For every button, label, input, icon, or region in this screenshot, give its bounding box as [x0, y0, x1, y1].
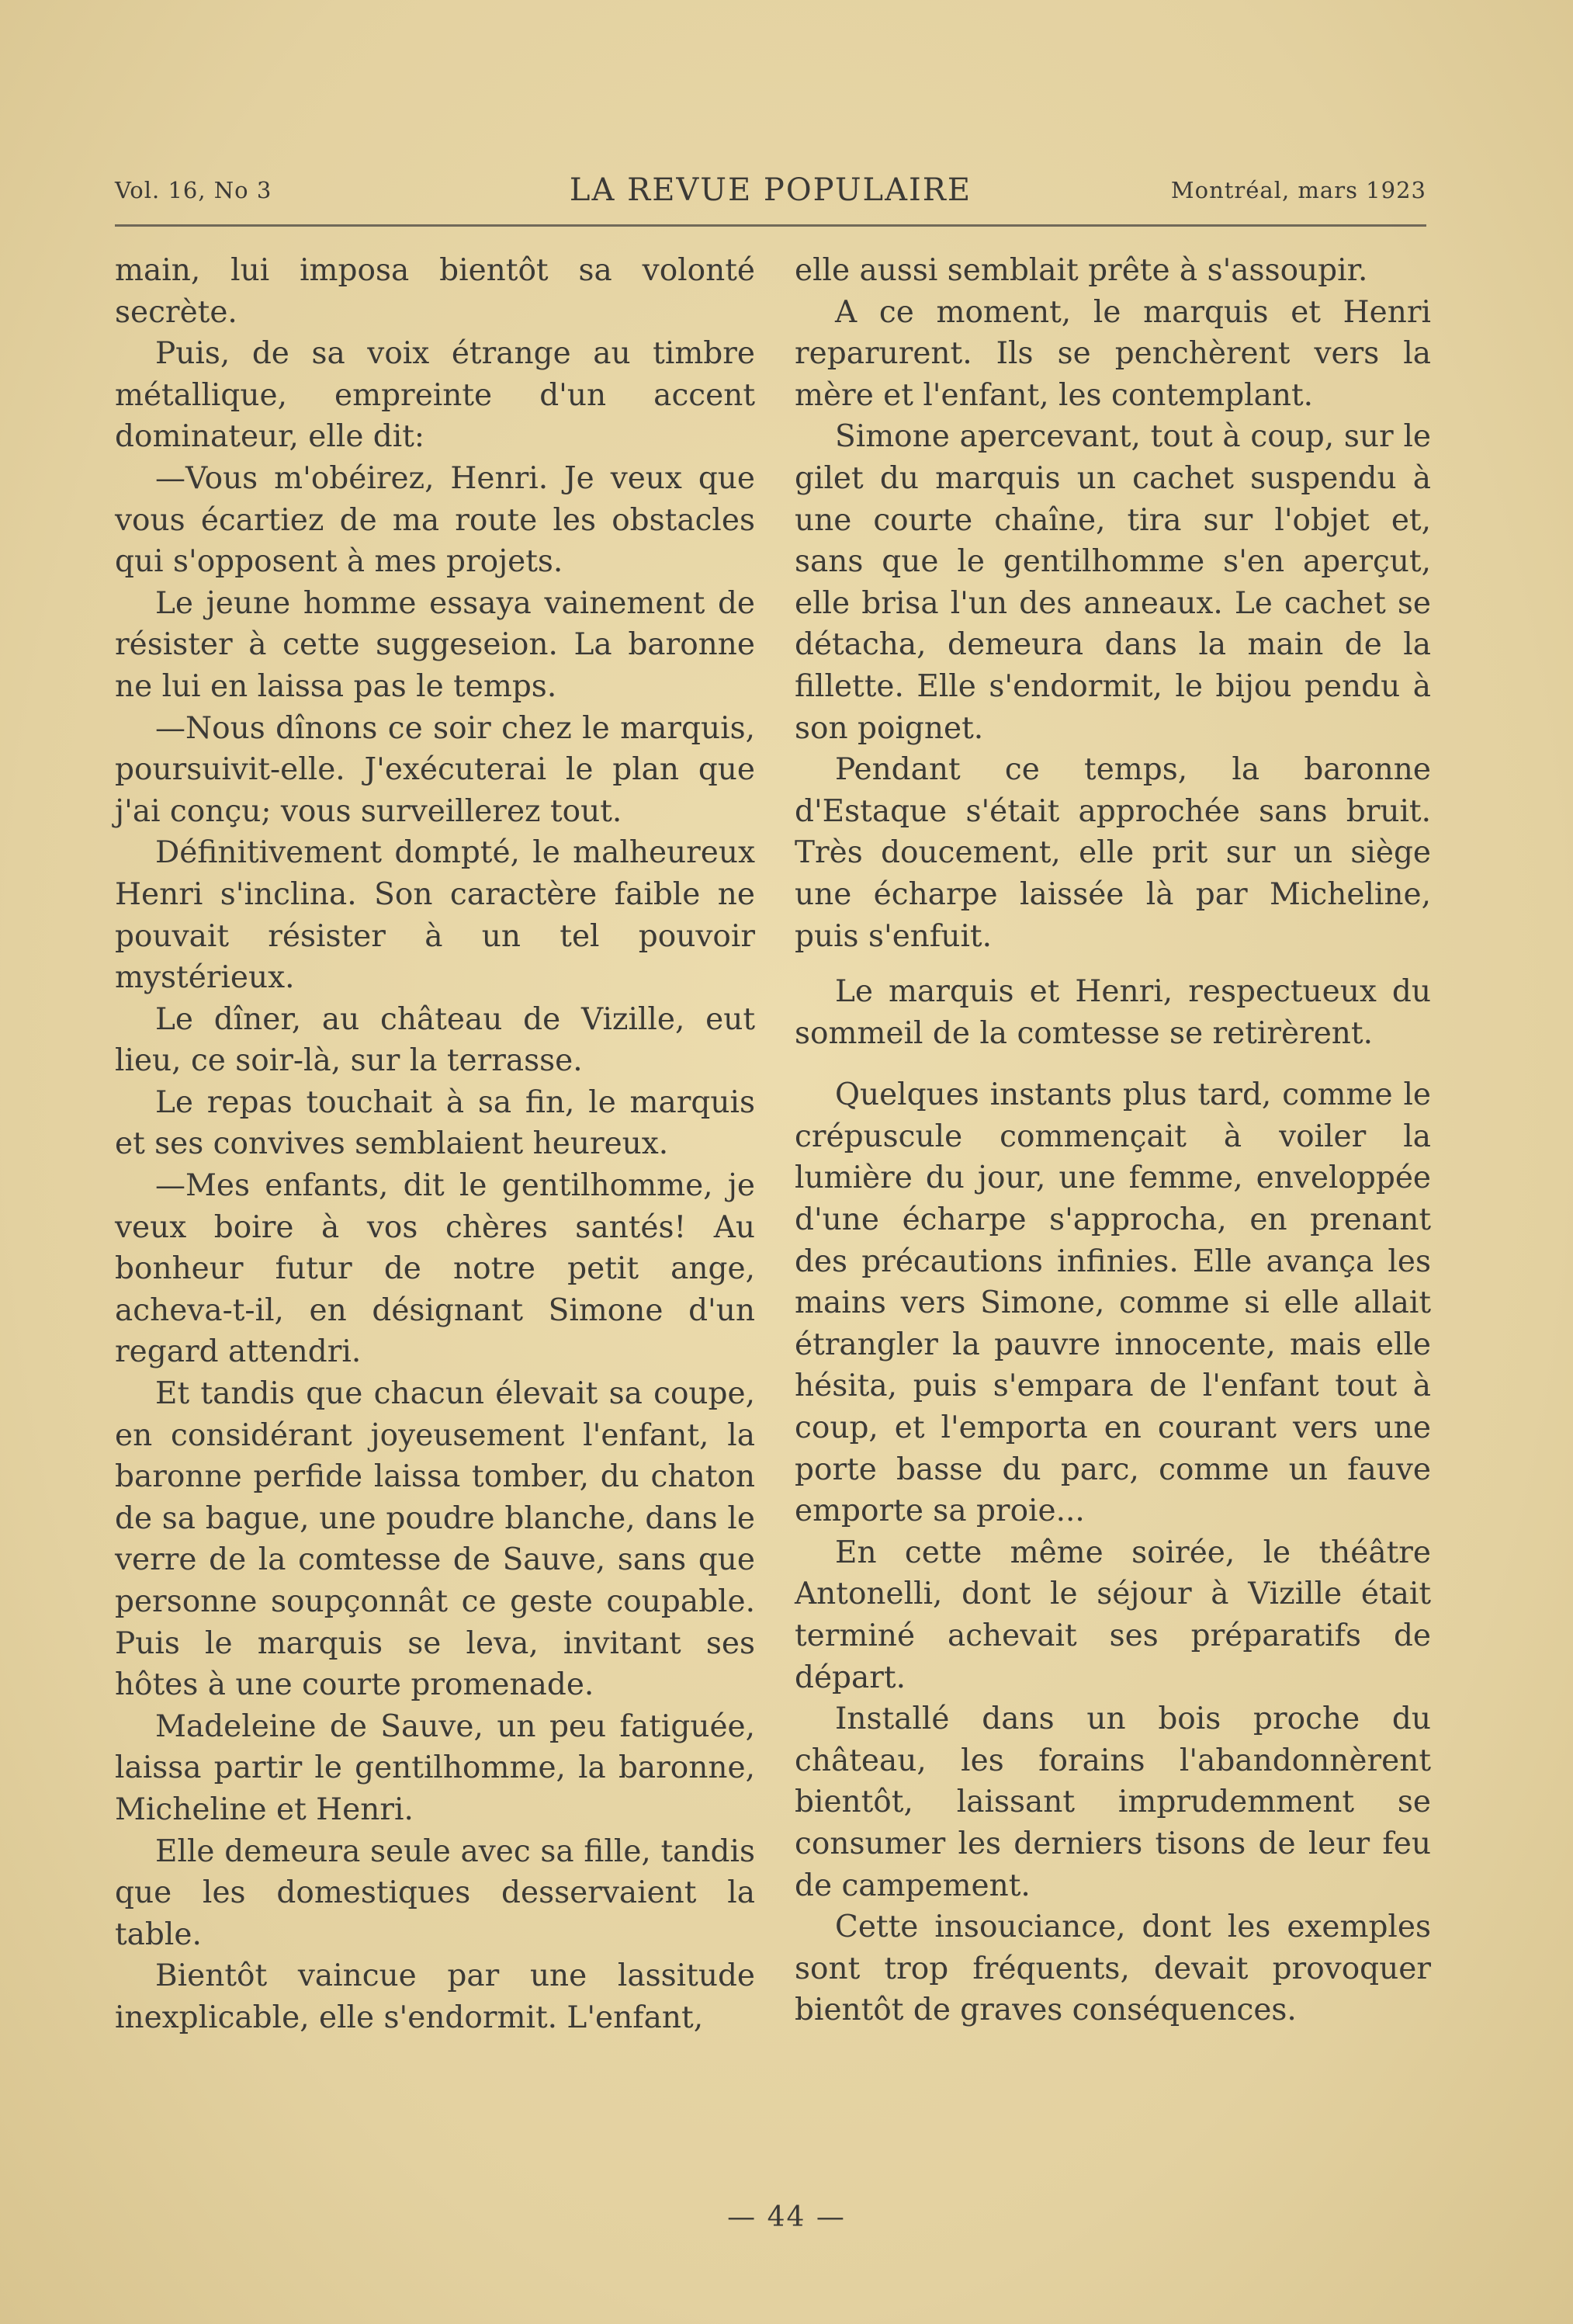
- paragraph: Quelques instants plus tard, comme le crépuscule commençait à voiler la lumière du jour, une femme, enveloppée d'une écharpe s'approcha, en prenant des précautions infinies. Elle avança les mains vers Simone, comme si elle allait étrangler la pauvre innocente, mais elle hésita, puis s'empara de l'enfant tout à coup, et l'emporta en courant vers une porte basse du parc, comme un fauve emporte sa proie...: [795, 1077, 1431, 1529]
- paragraph: Installé dans un bois proche du château, les forains l'abandonnèrent bientôt, laissant imprudemment se consumer les derniers tisons de leur feu de campement.: [795, 1701, 1431, 1903]
- paragraph: Le marquis et Henri, respectueux du sommeil de la comtesse se retirèrent.: [795, 974, 1431, 1051]
- right-column: [795, 250, 1431, 2031]
- paragraph: —Vous m'obéirez, Henri. Je veux que vous écartiez de ma route les obstacles qui s'opposent à mes projets.: [115, 460, 755, 580]
- paragraph: Le jeune homme essaya vainement de résister à cette suggeseion. La baronne ne lui en laissa pas le temps.: [115, 585, 755, 704]
- header-rule: [115, 224, 1426, 227]
- paragraph: Le repas touchait à sa fin, le marquis et ses convives semblaient heureux.: [115, 1084, 755, 1162]
- left-column: [115, 250, 755, 2039]
- volume-number: Vol. 16, No 3: [115, 177, 272, 203]
- page-number: — 44 —: [727, 2201, 846, 2233]
- paragraph: Madeleine de Sauve, un peu fatiguée, laissa partir le gentilhomme, la baronne, Micheline et Henri.: [115, 1708, 755, 1827]
- paragraph: Bientôt vaincue par une lassitude inexplicable, elle s'endormit. L'enfant,: [115, 1958, 755, 2035]
- publication-title: LA REVUE POPULAIRE: [569, 172, 972, 208]
- paragraph: Pendant ce temps, la baronne d'Estaque s'était approchée sans bruit. Très doucement, elle prit sur un siège une écharpe laissée là par Micheline, puis s'enfuit.: [795, 752, 1431, 954]
- paragraph: elle aussi semblait prête à s'assoupir.: [795, 253, 1368, 288]
- paragraph: Définitivement dompté, le malheureux Henri s'inclina. Son caractère faible ne pouvait résister à un tel pouvoir mystérieux.: [115, 835, 755, 996]
- paragraph: Puis, de sa voix étrange au timbre métallique, empreinte d'un accent dominateur, elle dit:: [115, 336, 755, 455]
- paragraph: Elle demeura seule avec sa fille, tandis que les domestiques desservaient la table.: [115, 1833, 755, 1952]
- place-and-date: Montréal, mars 1923: [1170, 177, 1426, 203]
- page-header: [115, 169, 1426, 216]
- paragraph: Le dîner, au château de Vizille, eut lieu, ce soir-là, sur la terrasse.: [115, 1001, 755, 1079]
- paragraph: main, lui imposa bientôt sa volonté secrète.: [115, 253, 755, 330]
- paragraph: En cette même soirée, le théâtre Antonelli, dont le séjour à Vizille était terminé achevait ses préparatifs de départ.: [795, 1535, 1431, 1695]
- paragraph: Cette insouciance, dont les exemples sont trop fréquents, devait provoquer bientôt de graves conséquences.: [795, 1909, 1431, 2028]
- paragraph: Simone apercevant, tout à coup, sur le gilet du marquis un cachet suspendu à une courte chaîne, tira sur l'objet et, sans que le gentilhomme s'en aperçut, elle brisa l'un des anneaux. Le cachet se détacha, demeura dans la main de la fillette. Elle s'endormit, le bijou pendu à son poignet.: [795, 419, 1431, 746]
- paragraph: —Nous dînons ce soir chez le marquis, poursuivit-elle. J'exécuterai le plan que j'ai conçu; vous surveillerez tout.: [115, 710, 755, 829]
- paragraph: —Mes enfants, dit le gentilhomme, je veux boire à vos chères santés! Au bonheur futur de notre petit ange, acheva-t-il, en désignant Simone d'un regard attendri.: [115, 1168, 755, 1370]
- paragraph: A ce moment, le marquis et Henri reparurent. Ils se penchèrent vers la mère et l'enfant, les contemplant.: [795, 294, 1431, 413]
- paragraph: Et tandis que chacun élevait sa coupe, en considérant joyeusement l'enfant, la baronne perfide laissa tomber, du chaton de sa bague, une poudre blanche, dans le verre de la comtesse de Sauve, sans que personne soupçonnât ce geste coupable. Puis le marquis se leva, invitant ses hôtes à une courte promenade.: [115, 1376, 755, 1703]
